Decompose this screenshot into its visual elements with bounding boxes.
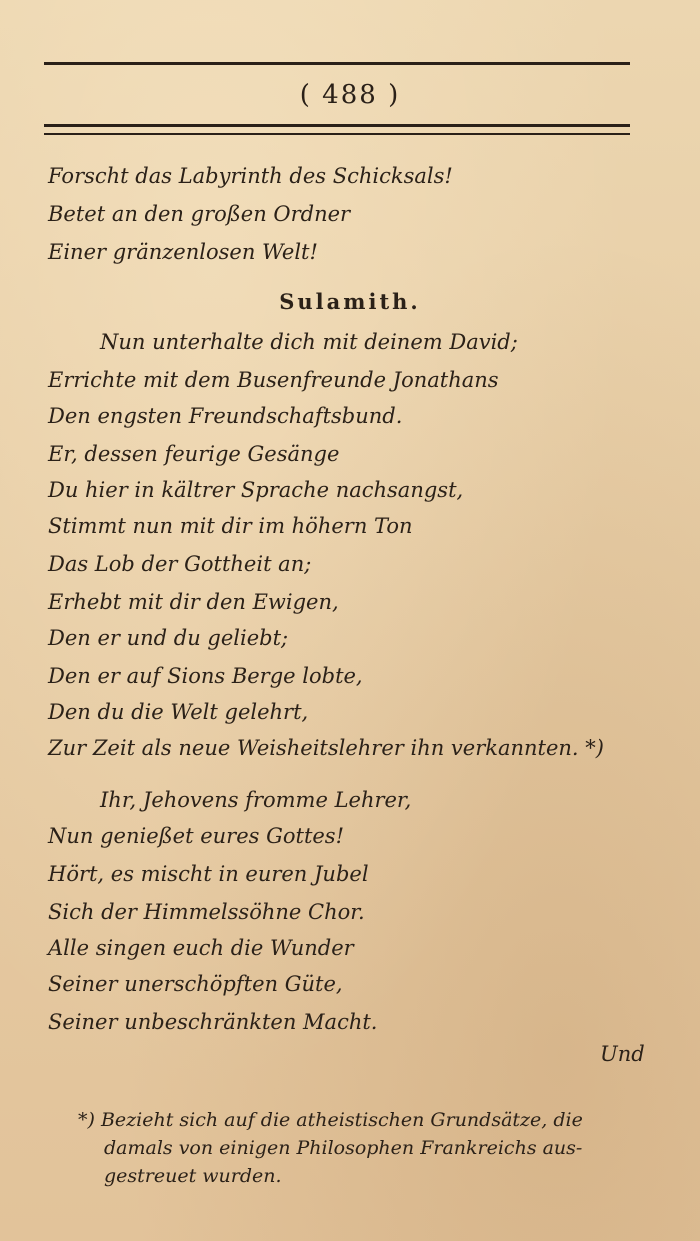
verse-line: Nun genießet eures Gottes! (48, 824, 345, 848)
header-double-rule (44, 124, 630, 135)
verse-line: Seiner unbeschränkten Macht. (48, 1010, 378, 1034)
catchword: Und (600, 1042, 645, 1066)
verse-line: Du hier in kältrer Sprache nachsangst, (48, 478, 464, 502)
verse-line: Zur Zeit als neue Weisheitslehrer ihn verkannten. *) (48, 736, 604, 760)
verse-line: Ihr, Jehovens fromme Lehrer, (100, 788, 412, 812)
verse-line: Einer gränzenlosen Welt! (48, 240, 318, 264)
verse-line: Stimmt nun mit dir im höhern Ton (48, 514, 413, 538)
top-rule (44, 62, 630, 65)
verse-line: Den engsten Freundschaftsbund. (48, 404, 403, 428)
verse-line: Seiner unerschöpften Güte, (48, 972, 343, 996)
verse-line: Das Lob der Gottheit an; (48, 552, 312, 576)
footnote-line: *) Bezieht sich auf die atheistischen Grundsätze, die (78, 1109, 583, 1131)
verse-line: Den er und du geliebt; (48, 626, 289, 650)
verse-line: Den du die Welt gelehrt, (48, 700, 309, 724)
verse-line: Hört, es mischt in euren Jubel (48, 862, 369, 886)
verse-line: Forscht das Labyrinth des Schicksals! (48, 164, 453, 188)
verse-line: Alle singen euch die Wunder (48, 936, 354, 960)
verse-line: Sich der Himmelssöhne Chor. (48, 900, 365, 924)
verse-line: Nun unterhalte dich mit deinem David; (100, 330, 518, 354)
verse-line: Den er auf Sions Berge lobte, (48, 664, 363, 688)
verse-line: Erhebt mit dir den Ewigen, (48, 590, 339, 614)
footnote-line: damals von einigen Philosophen Frankreichs aus- (104, 1137, 583, 1159)
verse-line: Betet an den großen Ordner (48, 202, 351, 226)
speaker-heading: Sulamith. (279, 289, 421, 314)
footnote-line: gestreuet wurden. (104, 1165, 282, 1187)
verse-line: Errichte mit dem Busenfreunde Jonathans (48, 368, 499, 392)
page-number: ( 488 ) (299, 80, 401, 110)
verse-line: Er, dessen feurige Gesänge (48, 442, 340, 466)
